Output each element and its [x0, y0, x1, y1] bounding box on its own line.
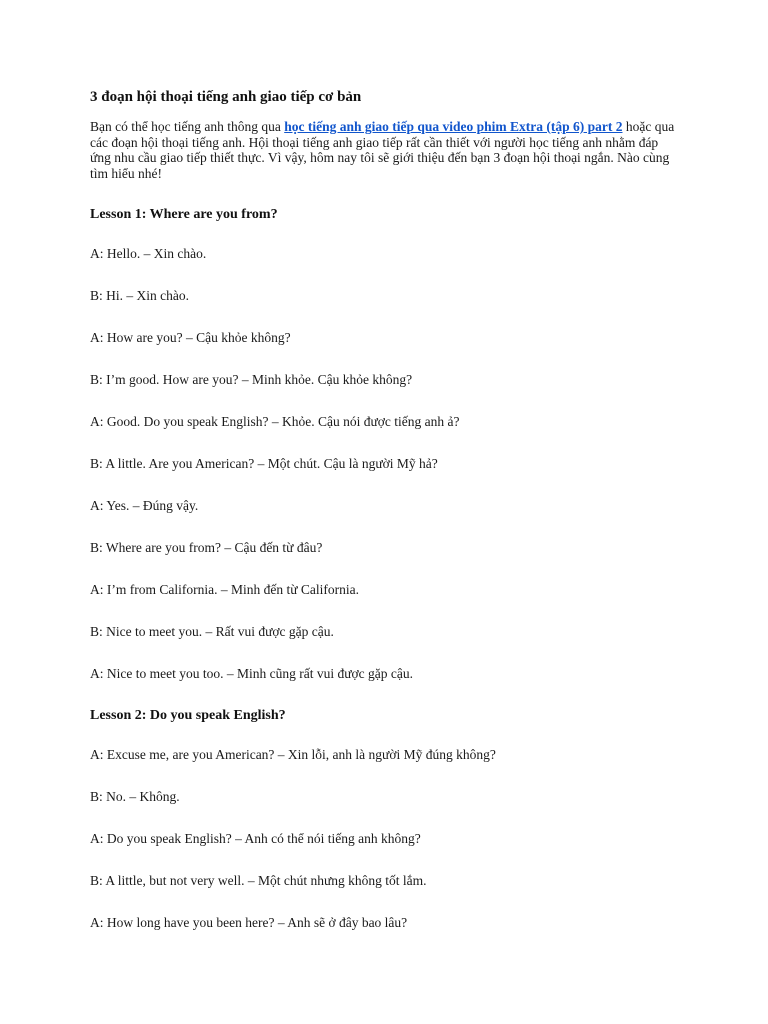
- intro-text-after-link: hoặc qua các đoạn hội thoại tiếng anh. Hội thoại tiếng anh giao tiếp rất cần thiết với người học tiếng anh nhằm đáp ứng nhu cầu giao tiếp thiết thực. Vì vậy, hôm nay tôi sẽ giới thiệu đến bạn 3 đoạn hội thoại ngắn. Nào cùng tìm hiểu nhé!: [90, 119, 675, 181]
- dialog-line: A: Excuse me, are you American? – Xin lỗi, anh là người Mỹ đúng không?: [90, 747, 496, 762]
- dialog-line: B: Hi. – Xin chào.: [90, 288, 189, 303]
- dialog-line: B: Where are you from? – Cậu đến từ đâu?: [90, 540, 323, 555]
- dialog-line: B: No. – Không.: [90, 789, 180, 804]
- dialog-line: A: Good. Do you speak English? – Khỏe. Cậu nói được tiếng anh ả?: [90, 414, 460, 429]
- lesson-1-heading: Lesson 1: Where are you from?: [90, 207, 278, 222]
- dialog-line: A: How long have you been here? – Anh sẽ ở đây bao lâu?: [90, 915, 408, 930]
- dialog-line: A: Do you speak English? – Anh có thể nói tiếng anh không?: [90, 831, 421, 846]
- intro-text-before-link: Bạn có thể học tiếng anh thông qua: [90, 119, 285, 134]
- dialog-line: B: Nice to meet you. – Rất vui được gặp cậu.: [90, 624, 334, 639]
- dialog-line: A: Nice to meet you too. – Minh cũng rất vui được gặp cậu.: [90, 666, 414, 681]
- dialog-line: A: Yes. – Đúng vậy.: [90, 498, 199, 513]
- dialog-line: B: A little, but not very well. – Một chút nhưng không tốt lắm.: [90, 873, 427, 888]
- dialog-line: A: I’m from California. – Minh đến từ California.: [90, 582, 360, 597]
- document-title: 3 đoạn hội thoại tiếng anh giao tiếp cơ bản: [90, 89, 362, 105]
- intro-paragraph: [90, 119, 680, 181]
- lesson-2-heading: Lesson 2: Do you speak English?: [90, 708, 286, 723]
- dialog-line: A: How are you? – Cậu khỏe không?: [90, 330, 291, 345]
- dialog-line: B: A little. Are you American? – Một chút. Cậu là người Mỹ hả?: [90, 456, 438, 471]
- video-lesson-link[interactable]: học tiếng anh giao tiếp qua video phim Extra (tập 6) part 2: [284, 119, 623, 134]
- dialog-line: A: Hello. – Xin chào.: [90, 246, 207, 261]
- dialog-line: B: I’m good. How are you? – Minh khỏe. Cậu khỏe không?: [90, 372, 413, 387]
